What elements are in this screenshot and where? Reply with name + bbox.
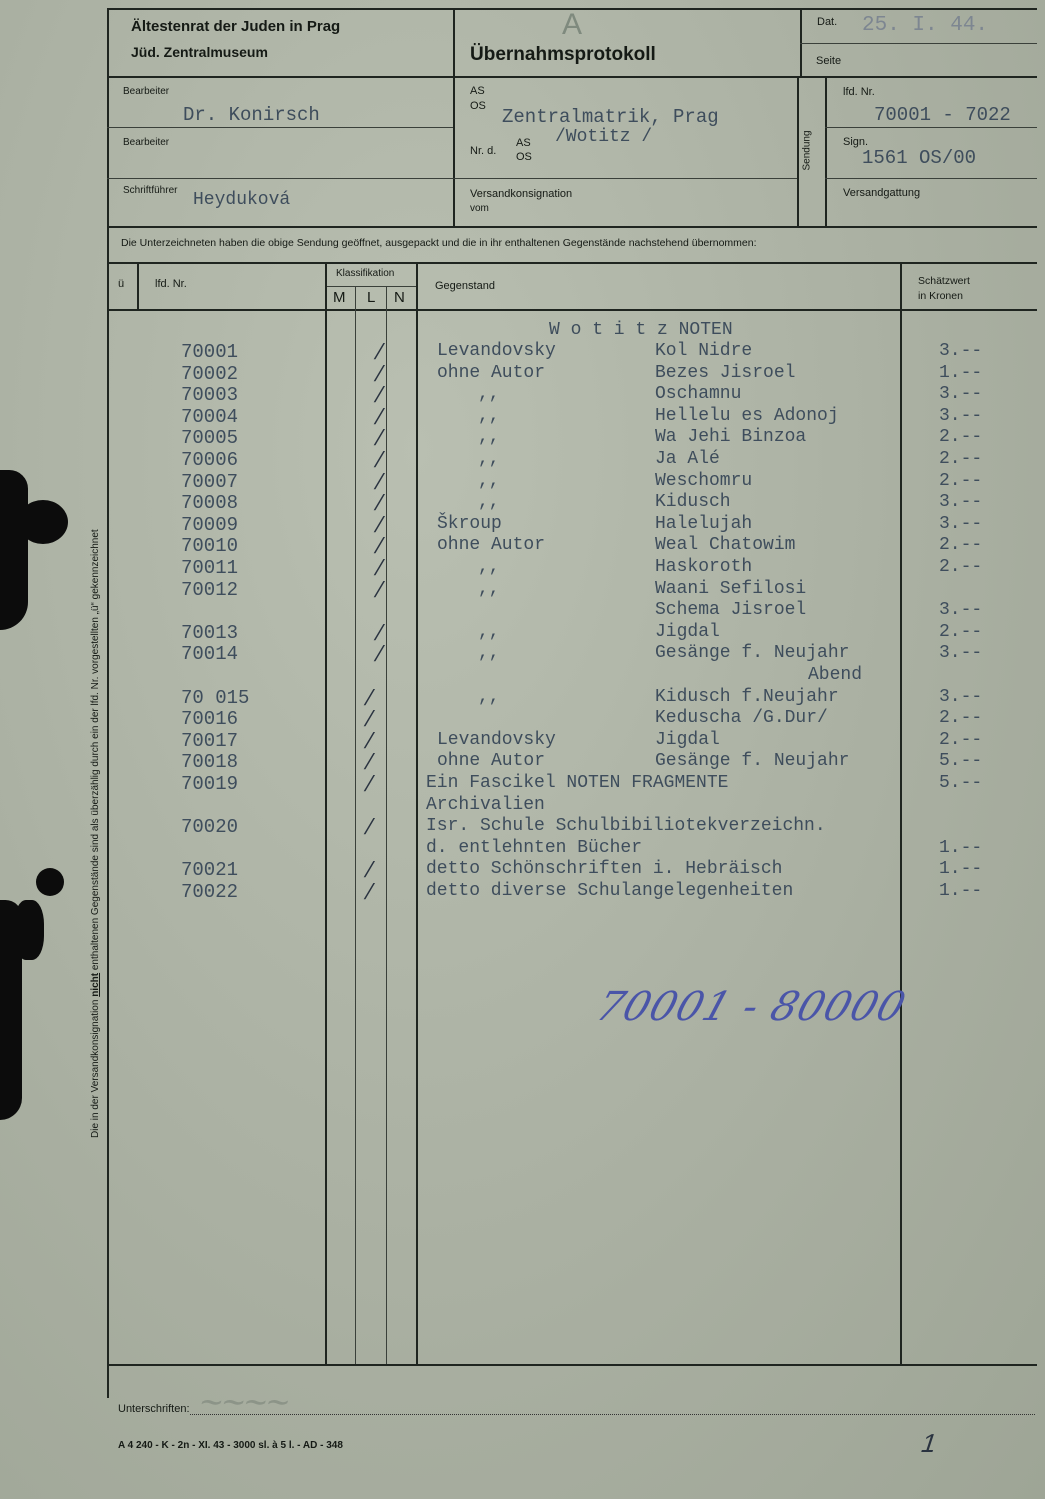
- row-value: 3.--: [939, 384, 983, 405]
- row-author: ,,: [478, 405, 500, 426]
- row-title: Jigdal: [655, 621, 720, 642]
- row-value: 3.--: [939, 686, 983, 707]
- row-title: Kidusch: [655, 492, 731, 513]
- section-heading: W o t i t z NOTEN: [549, 320, 733, 340]
- row-author: Isr. Schule Schulbibiliotekverzeichn.: [426, 816, 826, 837]
- row-number: 70001: [181, 341, 239, 363]
- binding-hole-top: [18, 500, 68, 544]
- row-value: 2.--: [939, 557, 983, 577]
- versandgattung-label: Versandgattung: [843, 187, 921, 199]
- row-number: 70019: [181, 773, 239, 795]
- org-name: Ältestenrat der Juden in Prag: [131, 18, 341, 35]
- classification-tick: /: [372, 511, 387, 537]
- row-title: Oschamnu: [655, 384, 742, 405]
- row-value: 1.--: [939, 837, 983, 858]
- col-header-schaetzwert: Schätzwert: [918, 275, 970, 287]
- signature-scribble: ~~~~: [193, 1382, 296, 1424]
- field-line-5: [825, 178, 1037, 179]
- page-mark: 1: [917, 1428, 942, 1458]
- row-number: 70010: [181, 535, 239, 558]
- classification-tick: /: [372, 555, 387, 580]
- row-number: 70006: [181, 449, 239, 471]
- row-author: ,,: [478, 643, 500, 664]
- dat-label: Dat.: [817, 16, 838, 28]
- row-author: Levandovsky: [437, 341, 556, 361]
- classification-tick: /: [362, 684, 377, 710]
- side-note-prefix: Die in der Versandkonsignation: [90, 996, 101, 1138]
- col-header-lfd: lfd. Nr.: [155, 278, 187, 290]
- classification-tick: /: [362, 879, 377, 904]
- fields-bottom-line: [107, 226, 1037, 228]
- row-value: 2.--: [939, 621, 983, 642]
- schriftfuehrer-label: Schriftführer: [123, 185, 178, 196]
- row-number: 70 015: [181, 686, 250, 709]
- row-title: Jigdal: [655, 729, 720, 750]
- classification-tick: /: [372, 468, 387, 494]
- row-number: 70018: [181, 751, 239, 774]
- row-author: Škroup: [437, 513, 502, 534]
- versand-vom-label: vom: [470, 203, 489, 214]
- nrd-os-label: OS: [516, 151, 532, 163]
- sendung-left-line: [797, 76, 799, 226]
- row-title: Ja Alé: [655, 449, 720, 469]
- row-title: Kol Nidre: [655, 341, 753, 361]
- col-line-u: [137, 262, 139, 310]
- row-title: Kidusch f.Neujahr: [655, 686, 839, 707]
- row-value: 2.--: [939, 729, 983, 750]
- classification-tick: /: [372, 576, 387, 602]
- schriftfuehrer-value: Heyduková: [193, 190, 291, 210]
- classification-tick: /: [372, 533, 387, 559]
- row-title: Hellelu es Adonoj: [655, 405, 839, 426]
- row-title: Schema Jisroel: [655, 600, 807, 621]
- row-number: 70021: [181, 859, 239, 882]
- klass-subline: [326, 286, 416, 287]
- row-title: Keduscha /G.Dur/: [655, 708, 828, 729]
- seite-label: Seite: [816, 55, 842, 67]
- row-number: 70017: [181, 729, 239, 752]
- row-value: 2.--: [939, 470, 983, 491]
- classification-tick: /: [362, 706, 377, 732]
- col-line-n: [386, 286, 387, 1364]
- dat-value: 25. I. 44.: [862, 14, 989, 37]
- row-value: 2.--: [939, 708, 983, 729]
- receipt-statement: Die Unterzeichneten haben die obige Sendung geöffnet, ausgepackt und die in ihr enthaltenen Gegenstände nachstehend übernommen:: [121, 237, 757, 249]
- signature-dotted-line: [190, 1414, 1035, 1415]
- classification-tick: /: [362, 727, 377, 753]
- row-author: Ein Fascikel NOTEN FRAGMENTE: [426, 773, 729, 793]
- row-value: 3.--: [939, 492, 983, 513]
- lfd-label: lfd. Nr.: [843, 86, 875, 98]
- stamp-letter: A: [562, 8, 583, 41]
- row-value: 3.--: [939, 643, 983, 664]
- classification-tick: /: [372, 403, 387, 429]
- col-line-schaetz: [900, 262, 902, 1364]
- row-value: 5.--: [939, 751, 983, 772]
- classification-tick: /: [372, 641, 387, 667]
- col-line-l: [355, 286, 356, 1364]
- left-margin-line: [107, 8, 109, 1398]
- row-number: 70016: [181, 708, 239, 731]
- row-title: Halelujah: [655, 513, 753, 534]
- row-value: 1.--: [939, 881, 983, 901]
- as-label: AS: [470, 85, 485, 97]
- row-title: Gesänge f. Neujahr: [655, 643, 850, 664]
- classification-tick: /: [372, 382, 387, 408]
- dat-seite-line: [800, 43, 1037, 44]
- row-value: 3.--: [939, 341, 983, 361]
- row-value: 1.--: [939, 859, 983, 880]
- table-header-bottom-line: [107, 309, 1037, 311]
- binding-hole-bottom: [36, 868, 64, 896]
- side-note-suffix: enthaltenen Gegenstände sind als überzählig durch ein der lfd. Nr. vorgestellten „ü“ gekennzeichnet: [90, 529, 101, 973]
- row-number: 70011: [181, 557, 239, 579]
- bearbeiter-value: Dr. Konirsch: [183, 104, 320, 126]
- row-author: ohne Autor: [437, 362, 546, 383]
- row-number: 70009: [181, 513, 239, 536]
- classification-tick: /: [372, 619, 387, 645]
- row-author: ,,: [478, 578, 500, 599]
- classification-tick: /: [372, 490, 387, 516]
- bearbeiter2-label: Bearbeiter: [123, 137, 170, 148]
- handwritten-range: 70001 - 80000: [590, 984, 912, 1030]
- classification-tick: /: [372, 447, 387, 472]
- versand-label: Versandkonsignation: [470, 188, 573, 200]
- row-title: Weal Chatowim: [655, 535, 796, 556]
- row-author: Archivalien: [426, 794, 545, 815]
- row-number: 70003: [181, 384, 239, 407]
- table-bottom-line: [107, 1364, 1037, 1366]
- sign-label: Sign.: [843, 136, 869, 148]
- source-value-2: /Wotitz /: [555, 127, 653, 147]
- form-code: A 4 240 - K - 2n - XI. 43 - 3000 sl. à 5 l. - AD - 348: [118, 1440, 343, 1451]
- row-number: 70012: [181, 578, 239, 601]
- row-author: d. entlehnten Bücher: [426, 837, 643, 858]
- org-department: Jüd. Zentralmuseum: [131, 44, 268, 60]
- bearbeiter-label: Bearbeiter: [123, 86, 170, 97]
- binding-stain-top: [0, 470, 28, 630]
- classification-tick: /: [362, 749, 377, 775]
- signatures-label: Unterschriften:: [118, 1403, 190, 1415]
- classification-tick: /: [362, 771, 377, 796]
- header-bottom-line: [107, 76, 1037, 78]
- row-author: ,,: [478, 621, 500, 642]
- sendung-right-line: [825, 76, 827, 226]
- row-author: ,,: [478, 427, 500, 448]
- field-line-4: [825, 127, 1037, 128]
- row-value: 2.--: [939, 449, 983, 469]
- col-header-kronen: in Kronen: [918, 290, 963, 302]
- row-title: Weschomru: [655, 470, 753, 491]
- binding-stain-mid: [14, 900, 44, 960]
- row-author: Levandovsky: [437, 729, 556, 750]
- header-divider-2: [800, 8, 802, 76]
- sign-value: 1561 OS/00: [862, 147, 977, 169]
- row-value: 3.--: [939, 405, 983, 426]
- classification-tick: /: [372, 339, 387, 364]
- col-header-n: N: [394, 289, 405, 306]
- row-number: 70014: [181, 643, 239, 666]
- row-author: ,,: [478, 470, 500, 491]
- col-header-klassifikation: Klassifikation: [336, 268, 395, 279]
- row-value: 1.--: [939, 362, 983, 383]
- col-header-l: L: [367, 289, 376, 306]
- row-author: ,,: [478, 384, 500, 405]
- row-number: 70005: [181, 427, 239, 450]
- col-line-gegenstand: [416, 262, 418, 1364]
- row-value: 2.--: [939, 535, 983, 556]
- row-author: ,,: [478, 686, 500, 707]
- row-number: 70007: [181, 470, 239, 493]
- col-line-m: [325, 262, 327, 1364]
- field-line-1: [107, 127, 453, 128]
- header-divider-1: [453, 8, 455, 226]
- col-header-u: ü: [118, 278, 125, 290]
- source-value: Zentralmatrik, Prag: [502, 106, 719, 128]
- row-author: ,,: [478, 492, 500, 513]
- nrd-as-label: AS: [516, 137, 531, 149]
- row-number: 70022: [181, 881, 239, 903]
- row-number: 70004: [181, 405, 239, 428]
- row-value: 5.--: [939, 773, 983, 793]
- row-title: Abend: [808, 665, 863, 685]
- row-value: 3.--: [939, 600, 983, 621]
- row-author: detto Schönschriften i. Hebräisch: [426, 859, 783, 880]
- row-author: ohne Autor: [437, 535, 546, 556]
- form-title: Übernahmsprotokoll: [470, 44, 656, 65]
- field-line-3: [453, 178, 797, 179]
- row-value: 2.--: [939, 427, 983, 448]
- row-author: ,,: [478, 449, 500, 469]
- lfd-value: 70001 - 7022: [874, 104, 1011, 126]
- row-number: 70002: [181, 362, 239, 385]
- os-label: OS: [470, 100, 486, 112]
- row-author: ,,: [478, 557, 500, 577]
- classification-tick: /: [362, 857, 377, 883]
- classification-tick: /: [362, 814, 377, 840]
- side-note-bold: nicht: [90, 972, 101, 997]
- sendung-label: Sendung: [801, 130, 813, 171]
- row-author: ohne Autor: [437, 751, 546, 772]
- row-value: 3.--: [939, 513, 983, 534]
- col-header-gegenstand: Gegenstand: [435, 280, 495, 292]
- classification-tick: /: [372, 425, 387, 451]
- side-note: [90, 529, 101, 1138]
- row-number: 70013: [181, 621, 239, 644]
- col-header-m: M: [333, 289, 346, 306]
- row-number: 70008: [181, 492, 239, 515]
- row-title: Gesänge f. Neujahr: [655, 751, 850, 772]
- row-title: Bezes Jisroel: [655, 362, 796, 383]
- row-title: Wa Jehi Binzoa: [655, 427, 807, 448]
- classification-tick: /: [372, 360, 387, 386]
- field-line-2: [107, 178, 453, 179]
- row-title: Waani Sefilosi: [655, 578, 807, 599]
- row-author: detto diverse Schulangelegenheiten: [426, 881, 794, 901]
- nrd-label: Nr. d.: [470, 145, 497, 157]
- row-number: 70020: [181, 816, 239, 839]
- statement-bottom-line: [107, 262, 1037, 264]
- row-title: Haskoroth: [655, 557, 753, 577]
